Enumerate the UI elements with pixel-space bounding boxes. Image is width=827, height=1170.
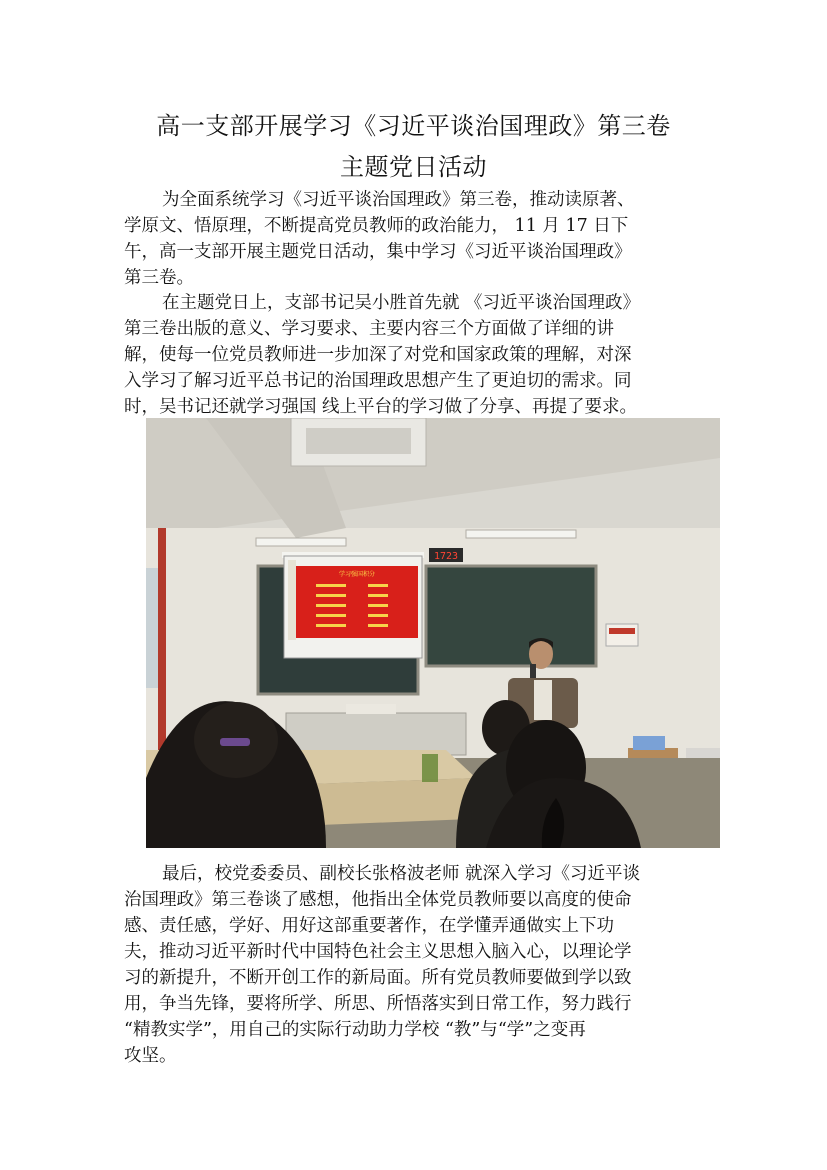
text-line: 习的新提升，不断开创工作的新局面。所有党员教师要做到学以致 [124, 968, 632, 988]
document-title-line-2: 主题党日活动 [340, 153, 487, 181]
text-line: 感、责任感，学好、用好这部重要著作，在学懂弄通做实上下功 [124, 916, 614, 936]
text-line: 治国理政》第三卷谈了感想，他指出全体党员教师要以高度的使命 [124, 890, 632, 910]
text-line: 午，高一支部开展主题党日活动，集中学习《习近平谈治国理政》 [124, 242, 632, 262]
text-line: 为全面系统学习《习近平谈治国理政》第三卷，推动读原著、 [162, 190, 635, 210]
text-line: 攻坚。 [124, 1046, 177, 1066]
right-blackboard [426, 566, 596, 666]
paragraph-secretary-speech [124, 290, 704, 420]
text-line: 在主题党日上，支部书记吴小胜首先就 《习近平谈治国理政》 [162, 293, 641, 313]
text-line: 入学习了解习近平总书记的治国理政思想产生了更迫切的需求。同 [124, 371, 632, 391]
paragraph-intro [124, 187, 704, 291]
text-line: 时，吴书记还就学习强国 线上平台的学习做了分享、再提了要求。 [124, 397, 638, 417]
teacher-desk [286, 713, 466, 755]
wall-poster [606, 624, 638, 646]
text-line: 学原文、悟原理，不断提高党员教师的政治能力， 11 月 17 日下 [124, 216, 629, 236]
text-line: 第三卷出版的意义、学习要求、主要内容三个方面做了详细的讲 [124, 319, 614, 339]
meeting-photo [146, 418, 720, 848]
text-line: 第三卷。 [124, 268, 194, 288]
projection-screen-heading: 学习强国积分 [338, 571, 376, 578]
text-line: 解，使每一位党员教师进一步加深了对党和国家政策的理解，对深 [124, 345, 632, 365]
text-line: “精教实学”，用自己的实际行动助力学校 “教”与“学”之变再 [124, 1020, 586, 1040]
text-line: 夫，推动习近平新时代中国特色社会主义思想入脑入心，以理论学 [124, 942, 632, 962]
text-line: 最后，校党委委员、副校长张格波老师 就深入学习《习近平谈 [162, 864, 641, 884]
document-title-line-1: 高一支部开展学习《习近平谈治国理政》第三卷 [156, 112, 671, 140]
text-line: 用，争当先锋，要将所学、所思、所悟落实到日常工作，努力践行 [124, 994, 632, 1014]
digital-clock-text: 1723 [433, 551, 459, 562]
paragraph-vice-principal [124, 861, 704, 1069]
